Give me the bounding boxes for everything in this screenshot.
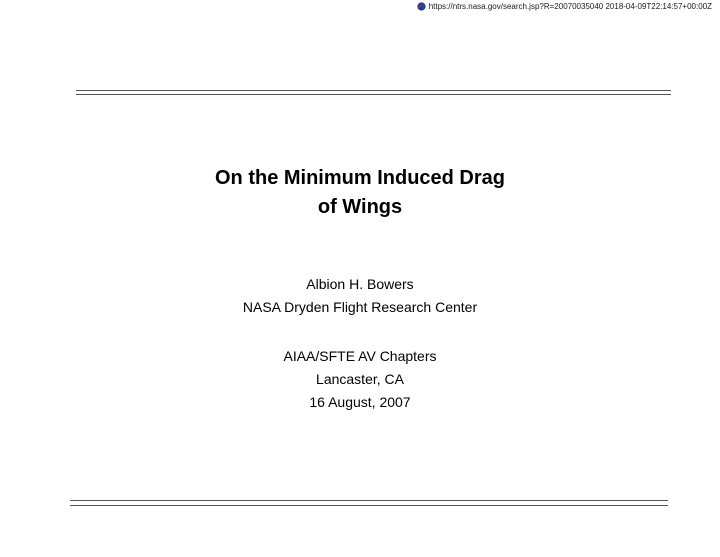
author-affiliation: NASA Dryden Flight Research Center [242, 299, 478, 315]
venue-block [0, 345, 720, 414]
bottom-divider-upper [70, 500, 668, 501]
venue-location: Lancaster, CA [316, 371, 404, 387]
top-divider-upper [76, 90, 671, 91]
author-block [0, 273, 720, 319]
archive-stamp-text[interactable]: https://ntrs.nasa.gov/search.jsp?R=20070035040 2018-04-09T22:14:57+00:00Z [428, 1, 712, 11]
archive-stamp [417, 0, 712, 12]
bottom-divider-lower [70, 505, 668, 506]
slide-title-line-1: On the Minimum Induced Drag [214, 167, 505, 189]
top-divider-lower [76, 94, 671, 95]
venue-event: AIAA/SFTE AV Chapters [283, 348, 437, 364]
slide-title [0, 164, 720, 222]
venue-date: 16 August, 2007 [309, 394, 411, 410]
nasa-meatball-icon [417, 2, 426, 11]
slide-title-line-2: of Wings [317, 196, 403, 218]
author-name: Albion H. Bowers [306, 276, 414, 292]
